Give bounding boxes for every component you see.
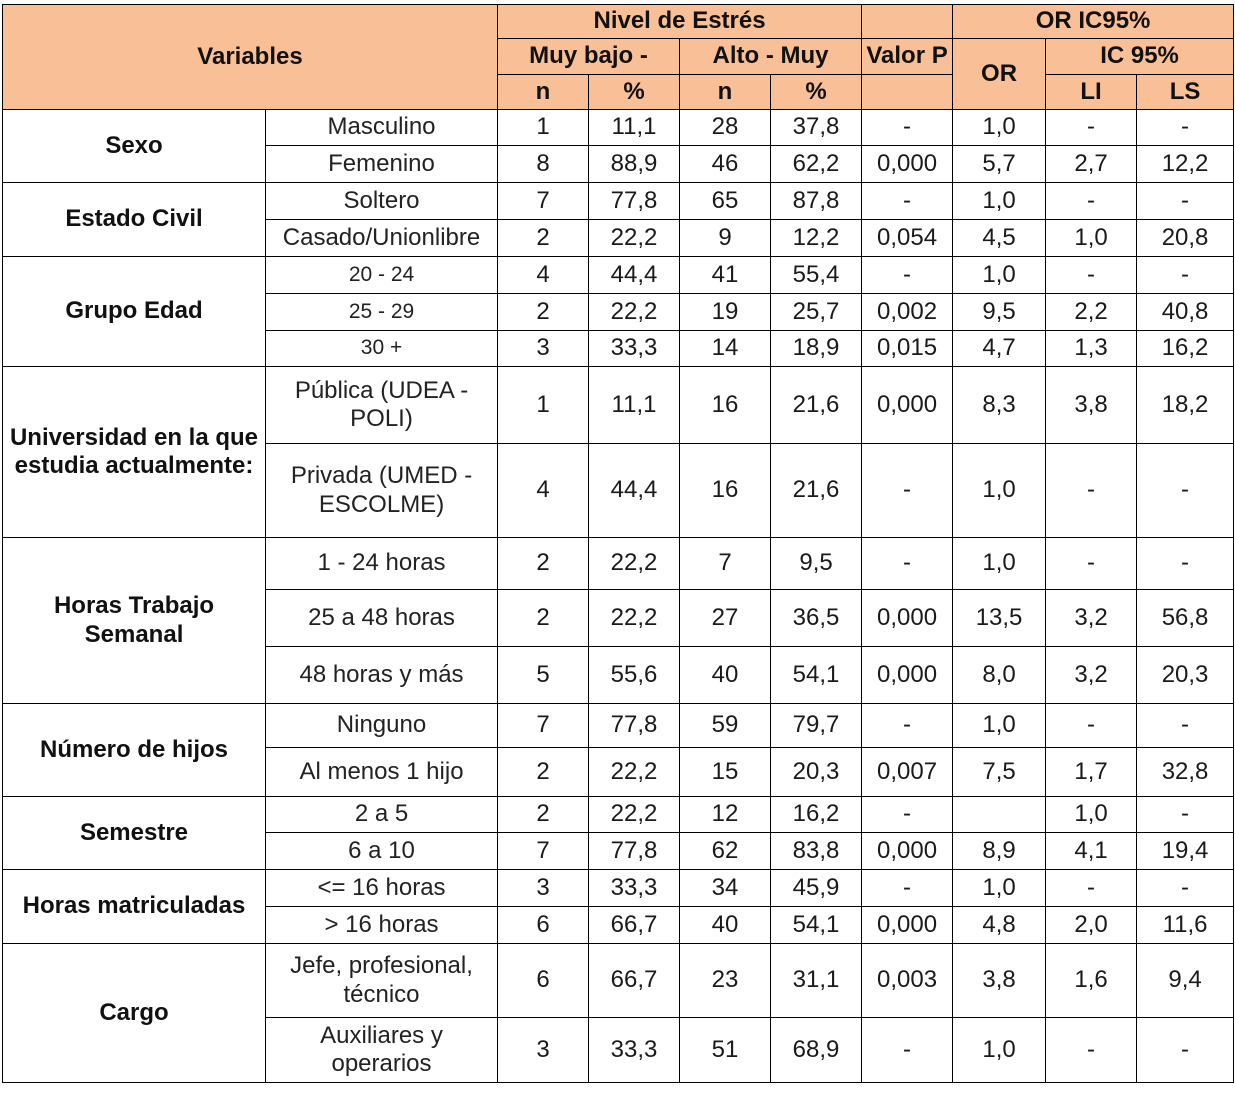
cell-or: 4,5 [953,220,1046,257]
cell-or: 1,0 [953,183,1046,220]
cell-n-alto-muy: 62 [680,833,771,870]
cell-pct-alto-muy: 68,9 [771,1018,862,1083]
cell-or: 1,0 [953,257,1046,294]
cell-valor-p: 0,007 [862,748,953,797]
cell-pct-alto-muy: 9,5 [771,538,862,590]
stress-table [2,4,1234,1083]
cell-n-alto-muy: 14 [680,331,771,367]
cell-li: - [1046,110,1137,146]
cell-pct-muy-bajo: 11,1 [589,367,680,444]
category-label: <= 16 horas [266,870,498,907]
cell-pct-muy-bajo: 22,2 [589,797,680,833]
cell-n-muy-bajo: 2 [498,797,589,833]
cell-pct-alto-muy: 20,3 [771,748,862,797]
cell-valor-p: - [862,797,953,833]
table-row [3,257,1234,294]
cell-n-alto-muy: 23 [680,944,771,1018]
cell-pct-alto-muy: 21,6 [771,367,862,444]
cell-pct-alto-muy: 25,7 [771,294,862,331]
category-label: 6 a 10 [266,833,498,870]
cell-ls: - [1137,797,1234,833]
cell-pct-muy-bajo: 33,3 [589,331,680,367]
cell-pct-muy-bajo: 11,1 [589,110,680,146]
category-label: Femenino [266,146,498,183]
variable-name: Estado Civil [3,183,266,257]
cell-n-muy-bajo: 3 [498,870,589,907]
cell-valor-p: 0,000 [862,833,953,870]
cell-pct-alto-muy: 79,7 [771,704,862,748]
cell-n-muy-bajo: 3 [498,1018,589,1083]
cell-n-alto-muy: 19 [680,294,771,331]
variable-name: Universidad en la que estudia actualmente: [3,367,266,538]
cell-li: 1,3 [1046,331,1137,367]
cell-valor-p: - [862,257,953,294]
header-valor-p: Valor P [862,39,953,75]
cell-n-muy-bajo: 6 [498,944,589,1018]
cell-pct-muy-bajo: 88,9 [589,146,680,183]
cell-or: 8,3 [953,367,1046,444]
cell-n-muy-bajo: 8 [498,146,589,183]
cell-or: 1,0 [953,1018,1046,1083]
cell-pct-alto-muy: 18,9 [771,331,862,367]
cell-valor-p: 0,000 [862,907,953,944]
cell-or: 1,0 [953,704,1046,748]
cell-n-alto-muy: 28 [680,110,771,146]
table-row [3,538,1234,590]
cell-li: 1,6 [1046,944,1137,1018]
cell-or [953,797,1046,833]
cell-n-muy-bajo: 2 [498,220,589,257]
cell-pct-muy-bajo: 77,8 [589,183,680,220]
table-row [3,110,1234,146]
category-label: 30 + [266,331,498,367]
cell-n-alto-muy: 65 [680,183,771,220]
cell-valor-p: - [862,110,953,146]
header-empty [862,5,953,39]
cell-or: 8,9 [953,833,1046,870]
cell-li: - [1046,183,1137,220]
cell-ls: - [1137,704,1234,748]
cell-pct-alto-muy: 16,2 [771,797,862,833]
cell-pct-muy-bajo: 55,6 [589,647,680,704]
cell-n-alto-muy: 34 [680,870,771,907]
cell-ls: 19,4 [1137,833,1234,870]
cell-pct-alto-muy: 83,8 [771,833,862,870]
cell-n-muy-bajo: 2 [498,590,589,647]
cell-ls: - [1137,183,1234,220]
cell-ls: 20,3 [1137,647,1234,704]
cell-valor-p: - [862,444,953,538]
cell-ls: 20,8 [1137,220,1234,257]
cell-pct-muy-bajo: 77,8 [589,704,680,748]
cell-or: 9,5 [953,294,1046,331]
cell-ls: 16,2 [1137,331,1234,367]
category-label: 25 - 29 [266,294,498,331]
header-muy-bajo: Muy bajo - [498,39,680,75]
cell-n-muy-bajo: 6 [498,907,589,944]
cell-pct-alto-muy: 54,1 [771,907,862,944]
cell-valor-p: 0,000 [862,647,953,704]
cell-n-alto-muy: 46 [680,146,771,183]
cell-n-alto-muy: 41 [680,257,771,294]
header-li: LI [1046,75,1137,110]
table-row [3,704,1234,748]
cell-valor-p: 0,000 [862,590,953,647]
cell-pct-muy-bajo: 66,7 [589,944,680,1018]
cell-valor-p: 0,002 [862,294,953,331]
cell-li: - [1046,257,1137,294]
cell-n-alto-muy: 7 [680,538,771,590]
cell-pct-alto-muy: 21,6 [771,444,862,538]
header-variables: Variables [3,5,498,110]
category-label: 20 - 24 [266,257,498,294]
cell-pct-muy-bajo: 33,3 [589,1018,680,1083]
cell-ls: - [1137,538,1234,590]
cell-or: 5,7 [953,146,1046,183]
cell-n-alto-muy: 9 [680,220,771,257]
cell-ls: 40,8 [1137,294,1234,331]
table-body [3,110,1234,1083]
cell-li: 2,0 [1046,907,1137,944]
table-row [3,944,1234,1018]
cell-n-muy-bajo: 2 [498,748,589,797]
header-alto-muy: Alto - Muy [680,39,862,75]
category-label: Pública (UDEA - POLI) [266,367,498,444]
cell-li: - [1046,1018,1137,1083]
cell-ls: - [1137,257,1234,294]
category-label: Al menos 1 hijo [266,748,498,797]
header-or: OR [953,39,1046,110]
table-row [3,183,1234,220]
header-valor-p-blank [862,75,953,110]
table-row [3,367,1234,444]
cell-pct-muy-bajo: 22,2 [589,748,680,797]
cell-ls: 11,6 [1137,907,1234,944]
cell-valor-p: - [862,870,953,907]
cell-n-muy-bajo: 4 [498,257,589,294]
category-label: 25 a 48 horas [266,590,498,647]
category-label: Jefe, profesional, técnico [266,944,498,1018]
cell-li: 3,8 [1046,367,1137,444]
cell-pct-alto-muy: 62,2 [771,146,862,183]
cell-valor-p: - [862,704,953,748]
cell-pct-muy-bajo: 44,4 [589,444,680,538]
cell-or: 4,8 [953,907,1046,944]
cell-ls: - [1137,444,1234,538]
cell-pct-muy-bajo: 77,8 [589,833,680,870]
cell-n-muy-bajo: 2 [498,538,589,590]
cell-ls: - [1137,870,1234,907]
cell-or: 7,5 [953,748,1046,797]
cell-n-alto-muy: 27 [680,590,771,647]
cell-pct-muy-bajo: 44,4 [589,257,680,294]
table-row [3,870,1234,907]
variable-name: Sexo [3,110,266,183]
category-label: Casado/Unionlibre [266,220,498,257]
cell-n-muy-bajo: 5 [498,647,589,704]
cell-pct-muy-bajo: 66,7 [589,907,680,944]
cell-or: 8,0 [953,647,1046,704]
cell-n-alto-muy: 51 [680,1018,771,1083]
table-header [3,5,1234,110]
cell-n-alto-muy: 15 [680,748,771,797]
cell-n-muy-bajo: 1 [498,110,589,146]
category-label: Ninguno [266,704,498,748]
cell-valor-p: 0,003 [862,944,953,1018]
cell-pct-muy-bajo: 22,2 [589,590,680,647]
category-label: 2 a 5 [266,797,498,833]
cell-n-muy-bajo: 7 [498,183,589,220]
cell-n-muy-bajo: 3 [498,331,589,367]
cell-n-alto-muy: 16 [680,444,771,538]
cell-li: - [1046,704,1137,748]
header-pct2: % [771,75,862,110]
variable-name: Cargo [3,944,266,1083]
variable-name: Semestre [3,797,266,870]
cell-li: - [1046,444,1137,538]
cell-ls: 18,2 [1137,367,1234,444]
cell-or: 1,0 [953,444,1046,538]
variable-name: Horas matriculadas [3,870,266,944]
header-nivel-estres: Nivel de Estrés [498,5,862,39]
header-ls: LS [1137,75,1234,110]
header-ic95: IC 95% [1046,39,1234,75]
cell-valor-p: 0,000 [862,146,953,183]
cell-pct-alto-muy: 31,1 [771,944,862,1018]
cell-valor-p: - [862,183,953,220]
cell-valor-p: 0,000 [862,367,953,444]
cell-pct-muy-bajo: 22,2 [589,294,680,331]
cell-li: 2,2 [1046,294,1137,331]
cell-li: 1,0 [1046,797,1137,833]
category-label: Soltero [266,183,498,220]
category-label: 48 horas y más [266,647,498,704]
cell-valor-p: 0,054 [862,220,953,257]
cell-n-alto-muy: 40 [680,907,771,944]
cell-valor-p: 0,015 [862,331,953,367]
category-label: Auxiliares y operarios [266,1018,498,1083]
header-or-ic95: OR IC95% [953,5,1234,39]
cell-ls: 32,8 [1137,748,1234,797]
cell-ls: 12,2 [1137,146,1234,183]
cell-or: 4,7 [953,331,1046,367]
category-label: > 16 horas [266,907,498,944]
cell-or: 1,0 [953,110,1046,146]
cell-pct-alto-muy: 45,9 [771,870,862,907]
cell-li: - [1046,538,1137,590]
cell-ls: - [1137,110,1234,146]
cell-ls: 9,4 [1137,944,1234,1018]
cell-n-alto-muy: 40 [680,647,771,704]
cell-pct-muy-bajo: 22,2 [589,538,680,590]
cell-n-alto-muy: 16 [680,367,771,444]
cell-n-muy-bajo: 1 [498,367,589,444]
cell-n-muy-bajo: 4 [498,444,589,538]
cell-pct-muy-bajo: 22,2 [589,220,680,257]
cell-pct-alto-muy: 54,1 [771,647,862,704]
variable-name: Horas Trabajo Semanal [3,538,266,704]
cell-valor-p: - [862,1018,953,1083]
cell-n-alto-muy: 59 [680,704,771,748]
cell-pct-alto-muy: 55,4 [771,257,862,294]
header-n2: n [680,75,771,110]
variable-name: Número de hijos [3,704,266,797]
cell-li: 3,2 [1046,590,1137,647]
cell-ls: 56,8 [1137,590,1234,647]
cell-n-muy-bajo: 7 [498,704,589,748]
cell-or: 1,0 [953,538,1046,590]
cell-or: 1,0 [953,870,1046,907]
cell-ls: - [1137,1018,1234,1083]
header-n1: n [498,75,589,110]
cell-li: 1,0 [1046,220,1137,257]
category-label: 1 - 24 horas [266,538,498,590]
cell-li: 1,7 [1046,748,1137,797]
cell-pct-alto-muy: 87,8 [771,183,862,220]
table-row [3,797,1234,833]
cell-pct-alto-muy: 12,2 [771,220,862,257]
cell-n-alto-muy: 12 [680,797,771,833]
cell-valor-p: - [862,538,953,590]
cell-pct-alto-muy: 36,5 [771,590,862,647]
cell-li: 4,1 [1046,833,1137,870]
cell-li: - [1046,870,1137,907]
cell-n-muy-bajo: 2 [498,294,589,331]
variable-name: Grupo Edad [3,257,266,367]
cell-pct-muy-bajo: 33,3 [589,870,680,907]
cell-or: 3,8 [953,944,1046,1018]
category-label: Privada (UMED - ESCOLME) [266,444,498,538]
header-pct1: % [589,75,680,110]
cell-li: 3,2 [1046,647,1137,704]
cell-n-muy-bajo: 7 [498,833,589,870]
cell-li: 2,7 [1046,146,1137,183]
cell-pct-alto-muy: 37,8 [771,110,862,146]
category-label: Masculino [266,110,498,146]
cell-or: 13,5 [953,590,1046,647]
